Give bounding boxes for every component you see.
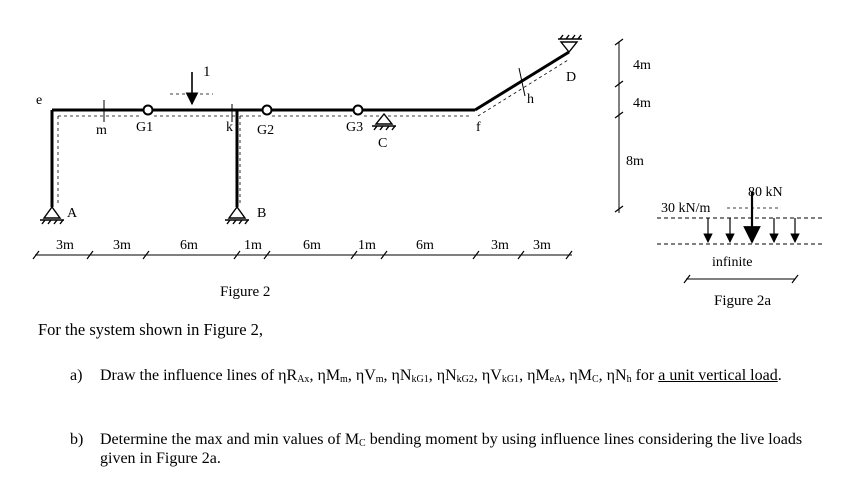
dim-height-2: 4m — [633, 96, 651, 111]
influence-line-item: η — [355, 367, 365, 384]
label-a: A — [67, 206, 78, 221]
influence-line-item: η — [391, 367, 400, 384]
support-d — [558, 35, 582, 52]
dim-span-7: 6m — [416, 238, 434, 253]
label-c: C — [378, 136, 388, 151]
label-k: k — [226, 120, 233, 135]
span-dimension-labels — [56, 238, 551, 253]
influence-line-item: η — [606, 367, 615, 384]
label-d: D — [566, 70, 577, 85]
frame-structure — [52, 52, 569, 207]
dim-span-8: 3m — [491, 238, 509, 253]
question-a-body: Draw the influence lines of $\eta R_{Ax}$, $\eta M_m$, $\eta V_m$, $\eta N_{kG1}$, $\eta N_{kG2}$, $\eta V_{kG1}$, $\eta M_{eA}$, $\eta M_C$, $\eta N_h$ for a unit vertical load. — [100, 367, 782, 385]
label-g2: G2 — [257, 123, 275, 138]
dim-span-2: 3m — [113, 238, 131, 253]
hinge-g2 — [263, 106, 272, 115]
label-m: m — [96, 123, 107, 138]
dim-height-1: 4m — [633, 58, 651, 73]
figure-2a-caption: Figure 2a — [714, 293, 772, 309]
dim-span-1: 3m — [56, 238, 74, 253]
label-h: h — [527, 92, 534, 107]
influence-line-item: η — [278, 367, 287, 384]
label-g3: G3 — [346, 120, 364, 135]
influence-line-item: η — [569, 367, 578, 384]
intro-text: For the system shown in Figure 2, — [38, 320, 264, 339]
question-a — [70, 366, 840, 385]
question-b-body: Determine the max and min values of $M_C$ bending moment by using influence lines considering the live loads given in Figure 2a. — [100, 431, 803, 467]
question-a-label: a) — [70, 367, 83, 384]
label-g1: G1 — [136, 120, 154, 135]
support-c — [372, 114, 396, 130]
dim-height-3: 8m — [626, 154, 644, 169]
height-dimension-line — [615, 39, 623, 213]
dim-span-6: 1m — [358, 238, 376, 253]
support-b — [225, 207, 249, 224]
dim-span-4: 1m — [244, 238, 262, 253]
unit-load-phrase: a unit vertical load — [658, 367, 778, 384]
label-f: f — [476, 120, 481, 135]
question-b — [70, 430, 840, 468]
height-dimension-labels — [626, 58, 651, 169]
distributed-load-label: 30 kN/m — [661, 201, 711, 216]
influence-line-item: η — [527, 367, 536, 384]
hinge-g1 — [144, 106, 153, 115]
figure-2-caption: Figure 2 — [220, 284, 271, 300]
label-e: e — [36, 93, 43, 108]
support-a — [40, 207, 64, 224]
hinge-g3 — [354, 106, 363, 115]
dim-span-9: 3m — [533, 238, 551, 253]
influence-line-item: η — [317, 367, 326, 384]
dim-span-5: 6m — [303, 238, 321, 253]
point-load-label: 80 kN — [748, 185, 783, 200]
influence-line-item: η — [436, 367, 446, 384]
influence-line-list: $\eta R_{Ax}$, $\eta M_m$, $\eta V_m$, $\eta N_{kG1}$, $\eta N_{kG2}$, $\eta V_{kG1}$, $\eta M_{eA}$, $\eta M_C$, $\eta N_h$ — [278, 367, 632, 385]
question-b-label: b) — [70, 431, 84, 448]
unit-load-label: 1 — [203, 64, 211, 80]
dashed-fibres — [58, 60, 568, 204]
influence-line-item: η — [481, 367, 491, 384]
section-marks — [104, 68, 525, 122]
dim-span-3: 6m — [180, 238, 198, 253]
extent-label: infinite — [712, 255, 753, 270]
label-b: B — [257, 206, 267, 221]
point-labels — [36, 70, 576, 221]
